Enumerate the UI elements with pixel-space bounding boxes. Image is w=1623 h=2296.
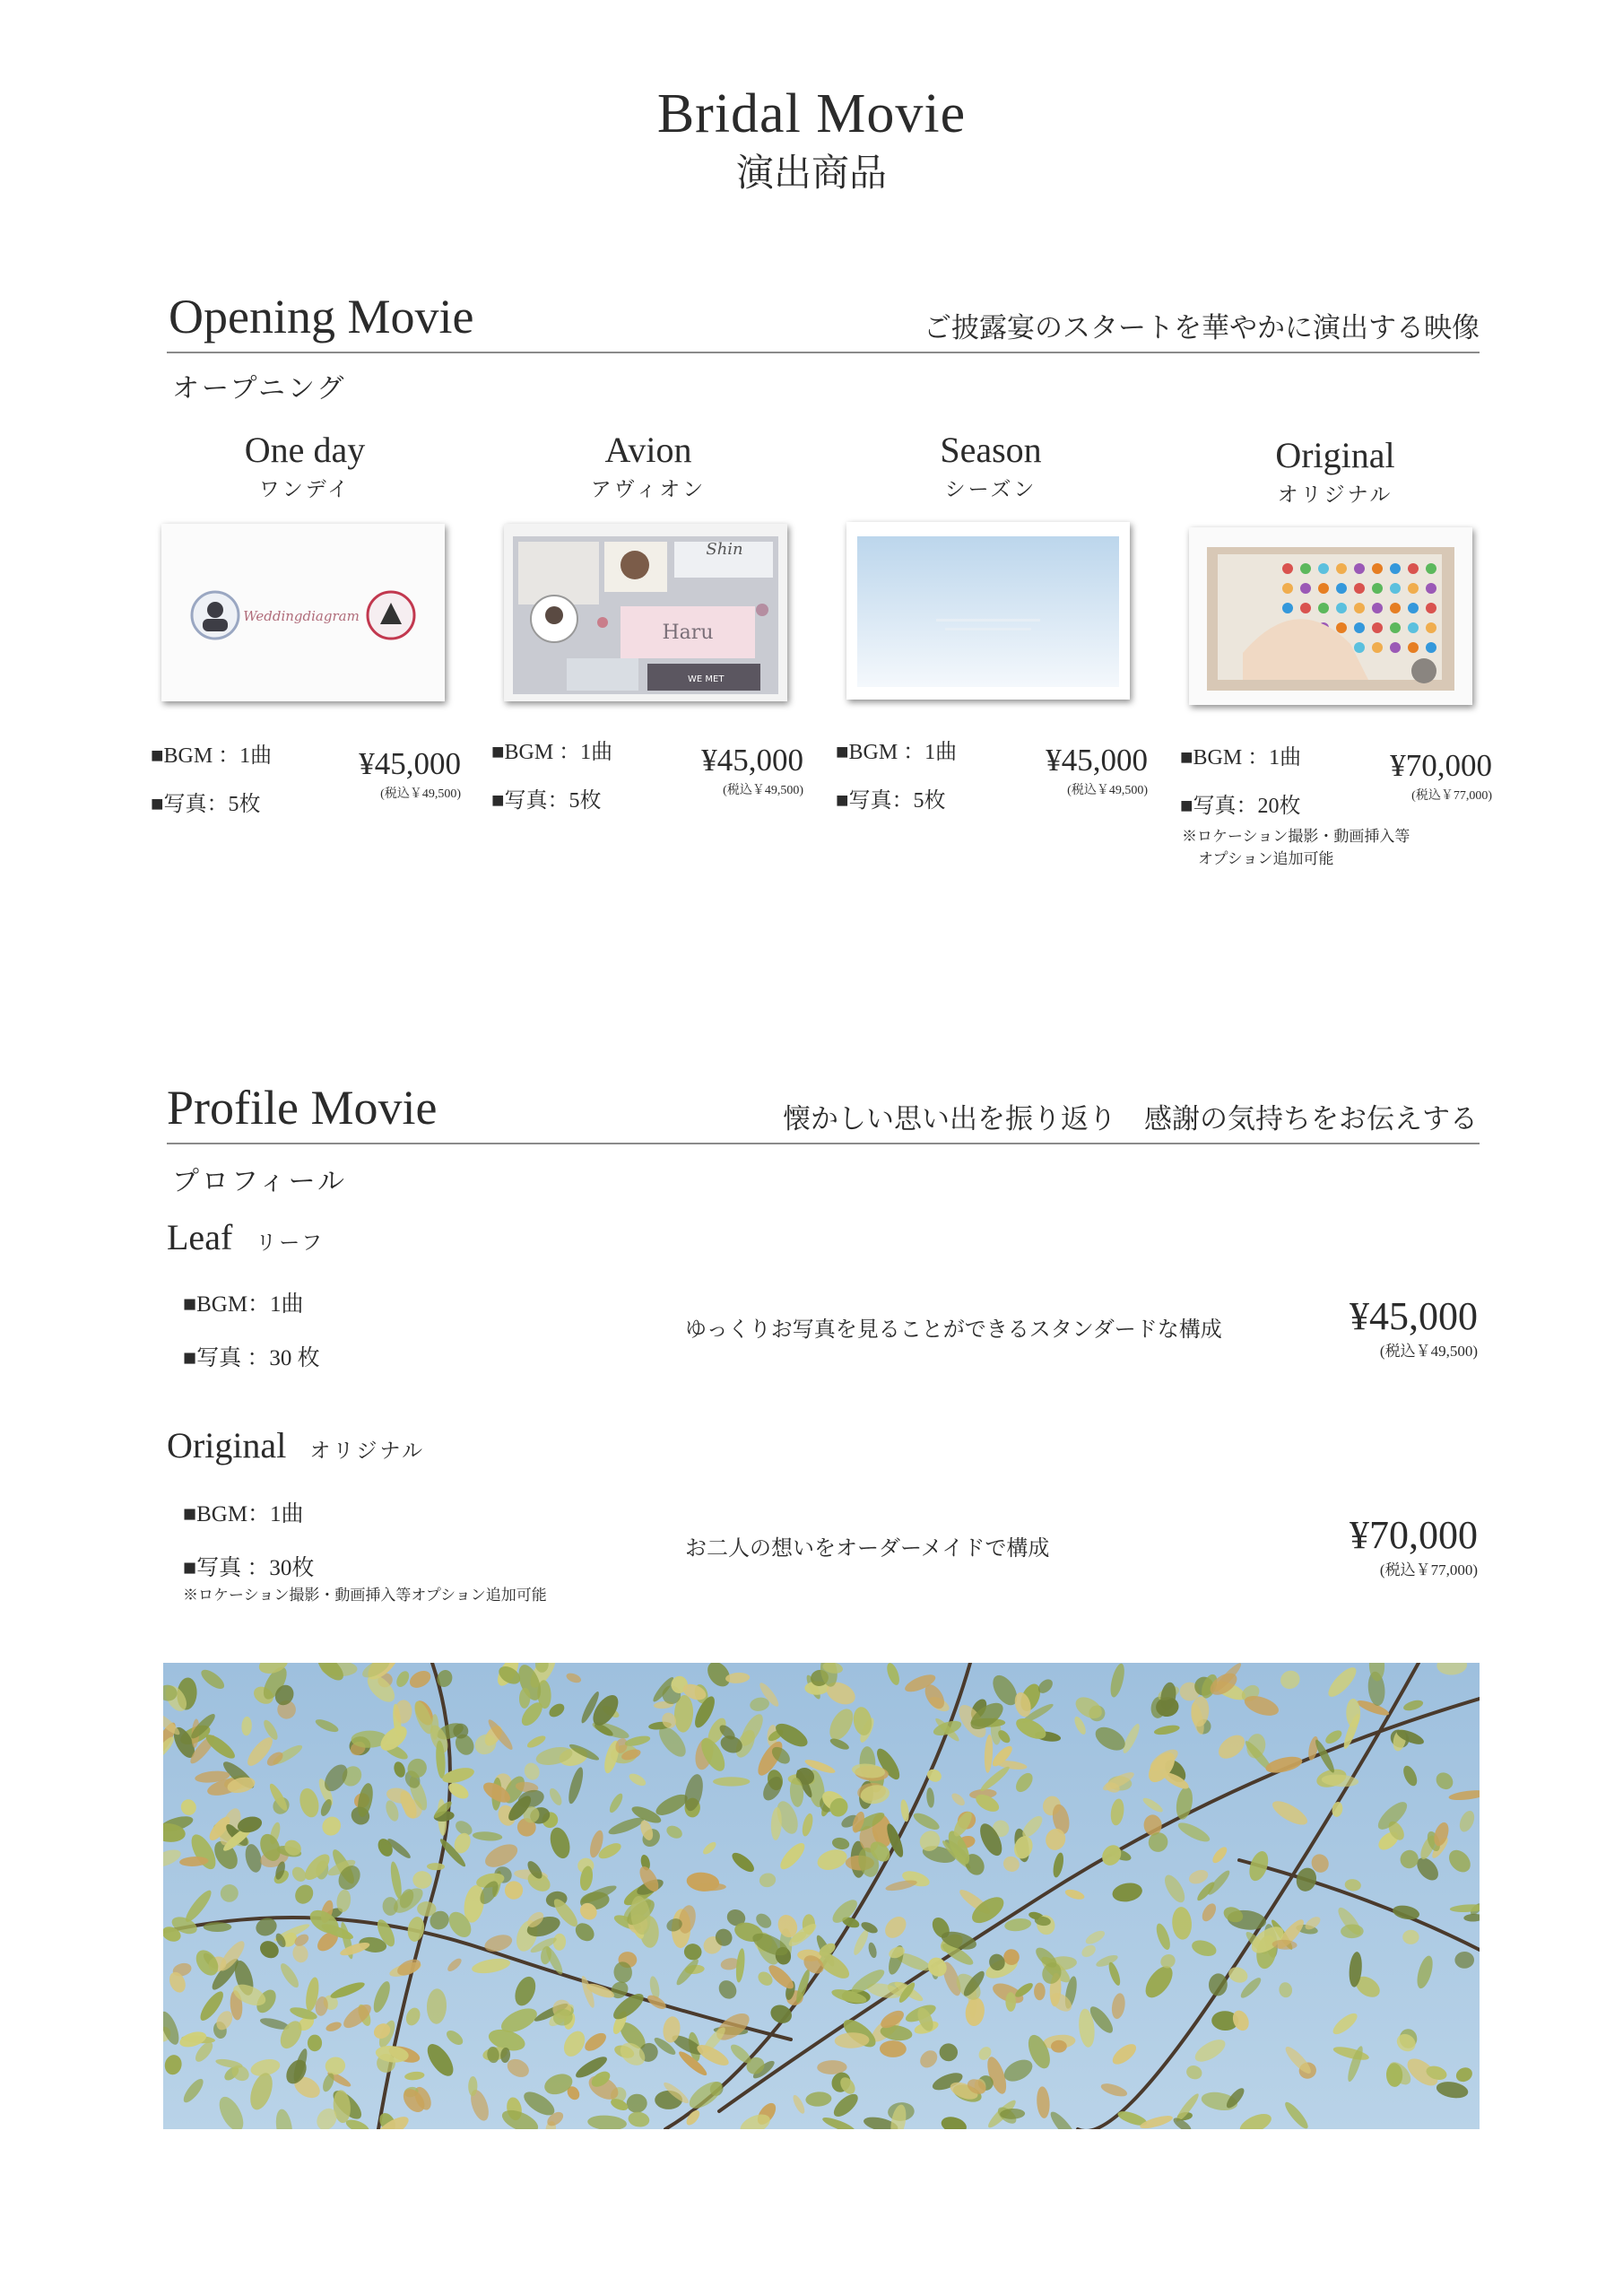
card-original-tax: (税込￥77,000)	[1411, 789, 1492, 803]
svg-text:Haru: Haru	[662, 622, 714, 644]
plan-original-title: Original	[167, 1425, 287, 1465]
card-avion-tax: (税込￥49,500)	[723, 784, 803, 797]
card-avion-thumbnail[interactable]	[504, 524, 787, 701]
card-oneday-name	[157, 429, 453, 502]
card-avion-name	[500, 429, 796, 502]
card-original-title: Original	[1275, 435, 1395, 475]
plan-leaf-kana: リーフ	[256, 1231, 325, 1254]
plan-original-tax: (税込￥77,000)	[1379, 1561, 1478, 1578]
card-original-bgm: ■BGM ：1曲	[1180, 746, 1302, 770]
tree-foliage-photo	[163, 1663, 1480, 2129]
plan-leaf-photos: ■写真 ：30 枚	[183, 1346, 320, 1370]
card-season-kana: シーズン	[944, 478, 1037, 500]
card-season-bgm: ■BGM ：1曲	[836, 741, 958, 764]
plan-original-description: お二人の想いをオーダーメイドで構成	[685, 1537, 1050, 1561]
card-season-thumbnail[interactable]	[846, 522, 1130, 700]
card-avion-price: ¥45,000	[701, 743, 803, 778]
plan-leaf-description: ゆっくりお写真を見ることができるスタンダードな構成	[685, 1318, 1222, 1342]
card-original-photos: ■写真：20枚	[1180, 795, 1301, 818]
card-oneday-thumbnail[interactable]	[161, 524, 445, 701]
svg-text:Weddingdiagram: Weddingdiagram	[243, 608, 360, 624]
card-oneday-price: ¥45,000	[359, 746, 461, 781]
opening-section-subtitle: オープニング	[172, 374, 347, 404]
card-oneday-bgm: ■BGM ：1曲	[151, 744, 273, 768]
card-oneday-tax: (税込￥49,500)	[380, 787, 461, 801]
plan-original-name	[167, 1424, 425, 1466]
plan-leaf-title: Leaf	[167, 1217, 233, 1257]
profile-tagline: 懐かしい思い出を振り返り 感謝の気持ちをお伝えする	[783, 1103, 1478, 1135]
plan-leaf-price: ¥45,000	[1350, 1294, 1478, 1338]
card-season-photos: ■写真：5枚	[836, 789, 946, 813]
card-oneday-photos: ■写真：5枚	[151, 793, 261, 816]
card-original-price: ¥70,000	[1390, 748, 1492, 783]
profile-section-subtitle: プロフィール	[172, 1167, 347, 1196]
original-thumbnail-image	[1189, 527, 1472, 705]
page-title: Bridal Movie	[656, 83, 967, 144]
oneday-thumbnail-image	[161, 524, 445, 701]
card-oneday-title: One day	[244, 430, 366, 470]
card-avion-kana: アヴィオン	[590, 478, 707, 500]
card-oneday-kana: ワンデイ	[258, 478, 352, 500]
opening-divider	[167, 352, 1480, 353]
plan-original-kana: オリジナル	[309, 1439, 426, 1462]
card-original-note-2: オプション追加可能	[1198, 850, 1334, 867]
season-thumbnail-image	[846, 522, 1130, 700]
card-season-title: Season	[940, 430, 1042, 470]
plan-original-price: ¥70,000	[1350, 1513, 1478, 1557]
profile-divider	[167, 1143, 1480, 1144]
opening-section-title: Opening Movie	[169, 290, 474, 344]
plan-original-note: ※ロケーション撮影・動画挿入等オプション追加可能	[183, 1587, 547, 1604]
card-original-thumbnail[interactable]	[1189, 527, 1472, 705]
plan-leaf-tax: (税込￥49,500)	[1379, 1343, 1478, 1360]
svg-text:WE MET: WE MET	[688, 674, 725, 684]
card-avion-photos: ■写真：5枚	[491, 789, 602, 813]
card-season-price: ¥45,000	[1046, 743, 1148, 778]
card-avion-bgm: ■BGM ：1曲	[491, 741, 613, 764]
card-avion-title: Avion	[604, 430, 692, 470]
profile-section-title: Profile Movie	[167, 1081, 438, 1135]
plan-original-bgm: ■BGM：1曲	[183, 1502, 304, 1526]
plan-leaf-bgm: ■BGM：1曲	[183, 1292, 304, 1317]
card-original-note-1: ※ロケーション撮影・動画挿入等	[1182, 828, 1410, 845]
foliage-image	[163, 1663, 1480, 2129]
plan-leaf-name	[167, 1216, 325, 1258]
svg-text:Shin: Shin	[706, 540, 743, 559]
opening-tagline: ご披露宴のスタートを華やかに演出する映像	[924, 312, 1480, 344]
avion-thumbnail-image	[504, 524, 787, 701]
page-subtitle: 演出商品	[735, 153, 887, 195]
card-original-kana: オリジナル	[1277, 483, 1393, 506]
card-season-name	[843, 429, 1139, 502]
plan-original-photos: ■写真 ：30枚	[183, 1556, 315, 1580]
card-season-tax: (税込￥49,500)	[1067, 784, 1148, 797]
card-original-name	[1187, 434, 1483, 508]
